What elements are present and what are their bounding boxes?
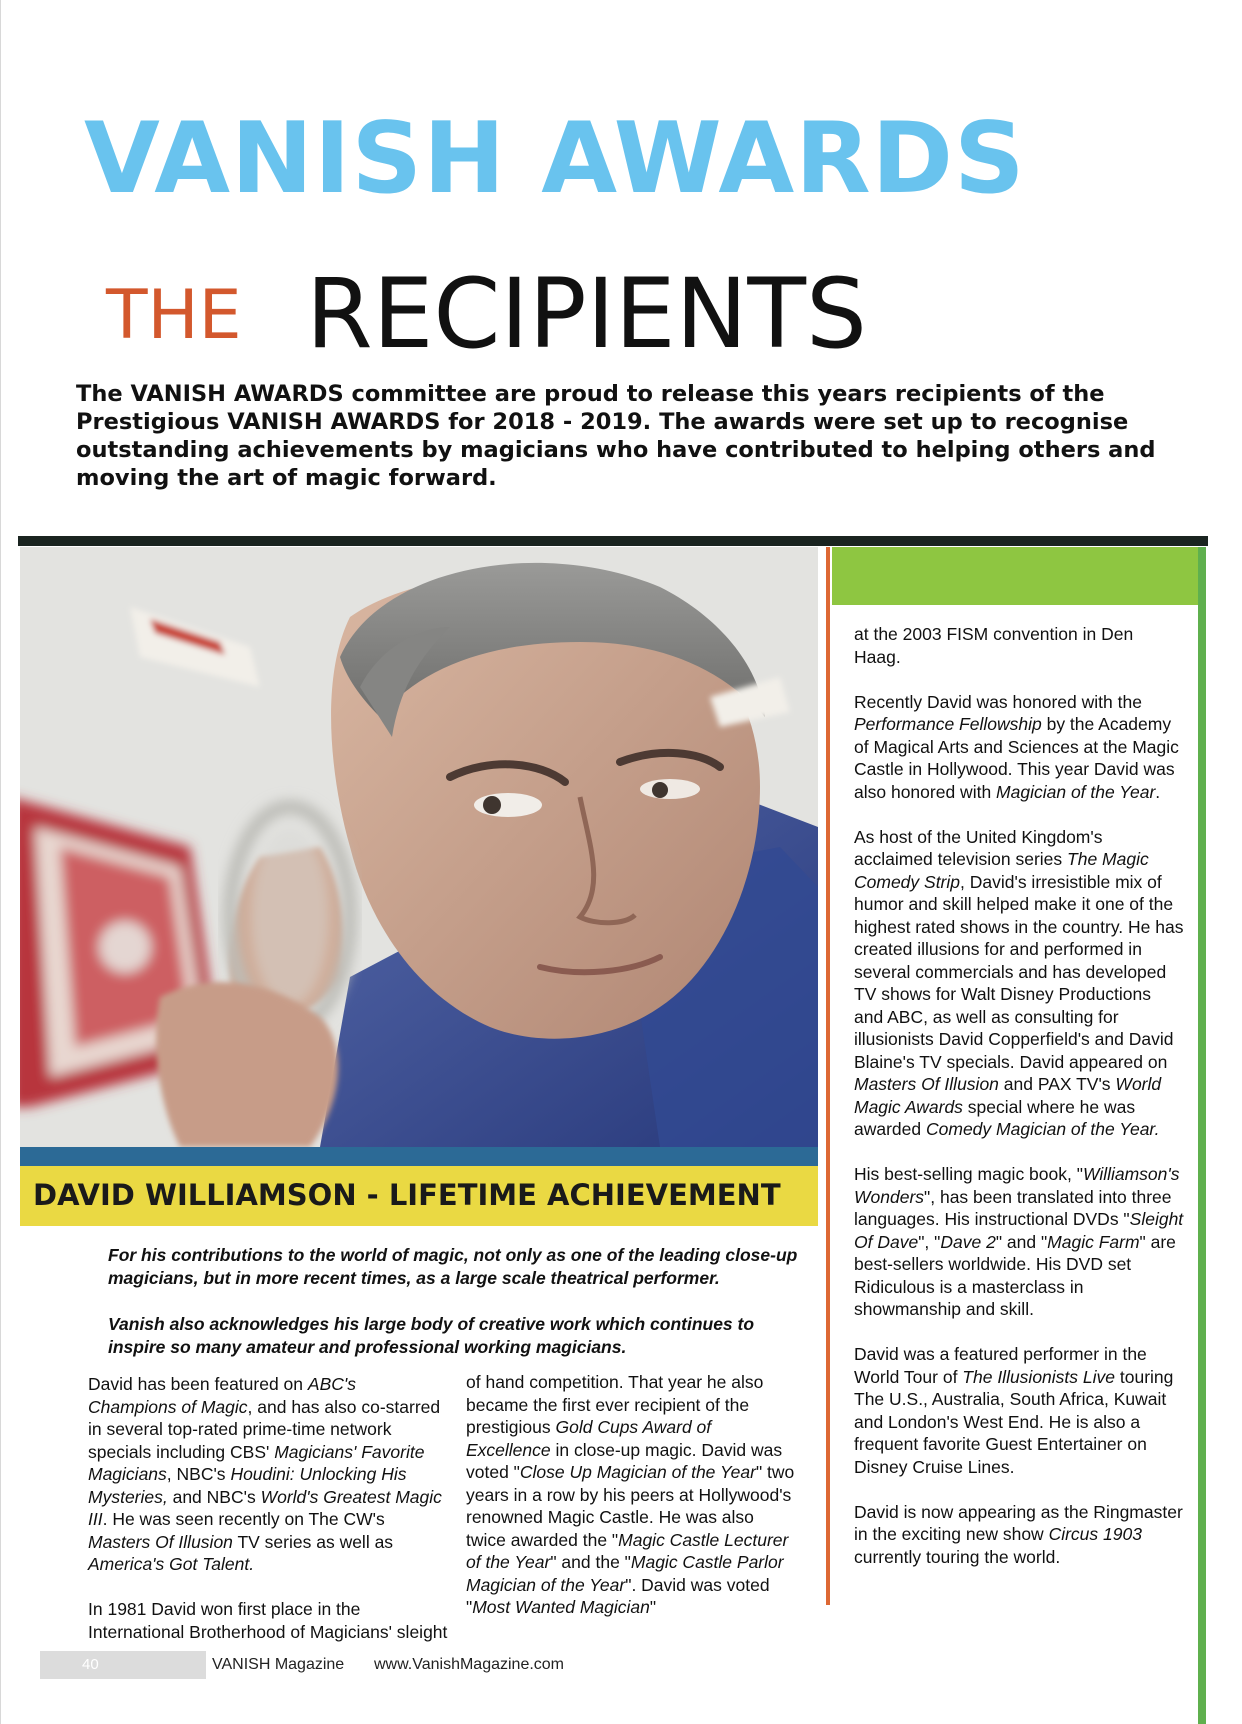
text-run: at the 2003 FISM convention in Den Haag. [854,624,1134,667]
portrait-illustration [20,547,818,1147]
intro-paragraph: The VANISH AWARDS committee are proud to release this years recipients of the Prestigious VANISH AWARDS for 2018 - 2019. The awards were set up to recognise outstanding achievements by magicians who have contributed to helping others and moving the art of magic forward. [76,381,1156,491]
page-title: VANISH AWARDS [84,102,1026,216]
article-paragraph [854,623,1184,668]
text-run: special where he was awarded [854,1096,1136,1139]
page-edge [0,0,1,1724]
italic-title: Sleight Of Dave [854,1209,1184,1252]
award-citation [108,1244,808,1382]
text-run: . He was seen recently on The CW's [102,1509,385,1529]
text-run: Recently David was honored with the [854,691,1142,712]
italic-title: Houdini: Unlocking His Mysteries, [88,1464,407,1507]
text-run: ", has been translated into three languages. His instructional DVDs " [854,1186,1172,1229]
page-number-tab [40,1651,206,1679]
italic-title: Close Up Magician of the Year [519,1462,756,1482]
italic-title: Comedy Magician of the Year. [926,1119,1160,1139]
article-column-3 [854,623,1184,1591]
accent-block-green [832,547,1198,605]
italic-title: Williamson's Wonders [854,1164,1180,1207]
italic-title: Performance Fellowship [854,714,1042,734]
column-rule-orange [826,547,830,1605]
citation-paragraph: For his contributions to the world of magic, not only as one of the leading close-up magicians, but in more recent times, as a large scale theatrical performer. [108,1245,798,1288]
text-run: and NBC's [167,1486,261,1507]
italic-title: Circus 1903 [1048,1524,1142,1544]
footer-magazine-name: VANISH Magazine [212,1656,345,1673]
text-run: " are best-sellers worldwide. His DVD set Ridiculous is a masterclass in showmanship and skill. [854,1231,1176,1319]
article-paragraph [854,1163,1184,1321]
page-edge-green [1198,547,1206,1724]
text-run: David was a featured performer in the World Tour of [854,1344,1147,1387]
article-column-1 [88,1373,448,1666]
text-run: As host of the United Kingdom's acclaimed television series [854,826,1103,869]
subtitle-recipients: RECIPIENTS [306,258,867,370]
text-run: . [1155,781,1161,802]
footer-website-link[interactable]: www.VanishMagazine.com [374,1656,565,1673]
text-run: " and " [995,1231,1048,1252]
italic-title: Magic Castle Lecturer of the Year [466,1529,789,1572]
italic-title: Gold Cups Award of Excellence [466,1417,712,1460]
italic-title: The Illusionists Live [962,1366,1116,1387]
italic-title: America's Got Talent. [88,1554,255,1574]
text-run: " [649,1597,657,1617]
text-run: " two years in a row by his peers at Hollywood's renowned Magic Castle. He was also twice awarded the " [466,1462,795,1550]
text-run: ", " [918,1231,941,1252]
italic-title: Masters Of Illusion [88,1531,233,1552]
text-run: , and has also co-starred in several top-rated prime-time network specials including CBS' [88,1396,441,1462]
text-run: In 1981 David won first place in the International Brotherhood of Magicians' sleight [88,1599,448,1642]
citation-paragraph: Vanish also acknowledges his large body of creative work which continues to inspire so many amateur and professional working magicians. [108,1314,755,1357]
caption-stripe [20,1147,818,1166]
text-run: by the Academy of Magical Arts and Sciences at the Magic Castle in Hollywood. This year David was also honored with [854,714,1179,802]
italic-title: Magician of the Year [996,781,1156,802]
article-paragraph [854,691,1184,804]
italic-title: Magicians' Favorite Magicians [88,1441,425,1484]
text-run: , David's irresistible mix of humor and skill helped make it one of the highest rated shows in the country. He has created illusions for and performed in several commercials and has developed TV shows for Walt Disney Productions and ABC, as well as consulting for illusionists David Copperfield's and David Blaine's TV specials. David appeared on [854,871,1184,1072]
italic-title: Masters Of Illusion [854,1074,999,1094]
article-paragraph [854,1501,1184,1569]
text-run: His best-selling magic book, " [854,1164,1083,1184]
italic-title: Most Wanted Magician [472,1597,650,1617]
italic-title: Dave 2 [940,1231,996,1252]
italic-title: World's Greatest Magic III [88,1486,442,1529]
feature-caption: DAVID WILLIAMSON - LIFETIME ACHIEVEMENT [33,1178,781,1212]
feature-photo [20,547,818,1147]
section-divider [18,536,1208,546]
article-column-2 [466,1371,796,1641]
text-run: in close-up magic. David was voted " [466,1439,783,1482]
text-run: David is now appearing as the Ringmaster in the exciting new show [854,1501,1183,1544]
italic-title: Magic Castle Parlor Magician of the Year [466,1552,784,1595]
article-paragraph [854,826,1184,1141]
text-run: of hand competition. That year he also became the first ever recipient of the prestigious [466,1372,764,1437]
article-paragraph [88,1598,448,1643]
article-paragraph [88,1373,448,1576]
article-paragraph [466,1371,796,1619]
italic-title: ABC's Champions of Magic [88,1374,356,1417]
italic-title: The Magic Comedy Strip [854,849,1149,892]
text-run: David has been featured on [88,1374,308,1394]
text-run: touring The U.S., Australia, South Africa, Kuwait and London's West End. He is also a frequent favorite Guest Entertainer on Disney Cruise Lines. [854,1366,1174,1477]
italic-title: Magic Farm [1047,1231,1140,1252]
article-paragraph [854,1343,1184,1478]
text-run: , NBC's [166,1464,231,1484]
text-run: and PAX TV's [998,1074,1116,1094]
page-number: 40 [82,1656,99,1673]
subtitle-the: THE [106,276,242,355]
italic-title: World Magic Awards [854,1074,1162,1117]
text-run: " and the " [550,1552,631,1572]
text-run: TV series as well as [232,1531,394,1552]
text-run: ". David was voted " [466,1574,770,1617]
text-run: currently touring the world. [854,1546,1061,1567]
